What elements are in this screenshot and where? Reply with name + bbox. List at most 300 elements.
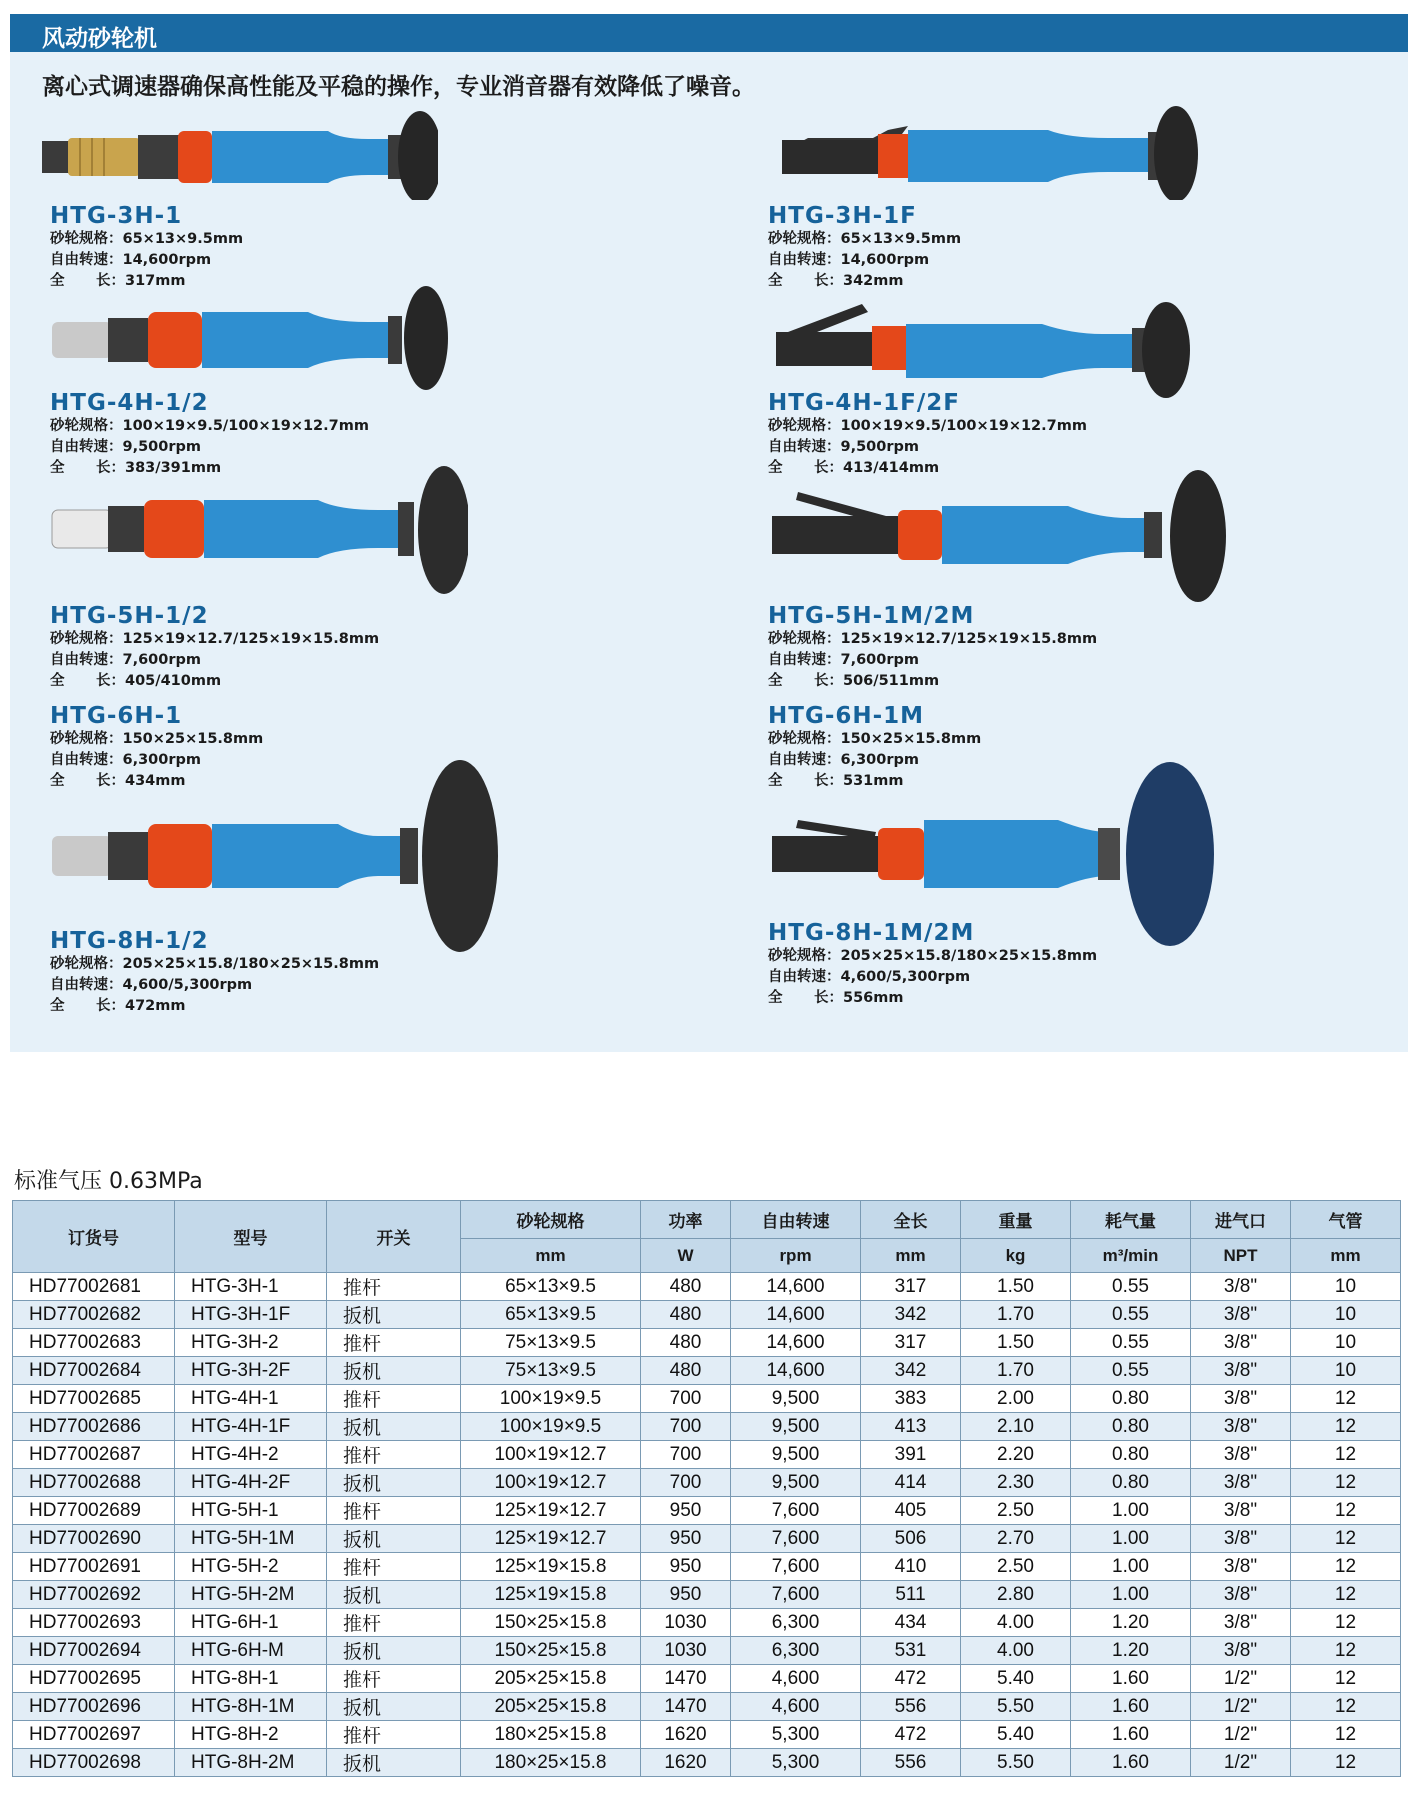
cell-air-inlet: 3/8" xyxy=(1191,1329,1291,1357)
header-air-inlet: 进气口 xyxy=(1191,1201,1291,1239)
wheel-value: 205×25×15.8/180×25×15.8mm xyxy=(122,956,380,972)
cell-hose: 12 xyxy=(1291,1553,1401,1581)
page-subtitle: 离心式调速器确保高性能及平稳的操作，专业消音器有效降低了噪音。 xyxy=(42,74,755,100)
wheel-label: 砂轮规格： xyxy=(50,956,123,972)
cell-speed: 9,500 xyxy=(731,1413,861,1441)
cell-length: 391 xyxy=(861,1441,961,1469)
cell-speed: 14,600 xyxy=(731,1273,861,1301)
cell-order-no: HD77002693 xyxy=(13,1609,175,1637)
cell-hose: 12 xyxy=(1291,1497,1401,1525)
tool-image-htg-4h-1-2 xyxy=(48,280,448,390)
unit-length: mm xyxy=(861,1239,961,1273)
cell-power: 1470 xyxy=(641,1693,731,1721)
length-label-b: 长： xyxy=(96,773,125,789)
cell-weight: 2.70 xyxy=(961,1525,1071,1553)
cell-speed: 9,500 xyxy=(731,1441,861,1469)
tool-image-htg-4h-1f-2f xyxy=(772,298,1192,398)
cell-switch: 推杆 xyxy=(327,1665,461,1693)
product-htg-8h-1-2 xyxy=(50,928,379,1017)
cell-air-consumption: 1.20 xyxy=(1071,1637,1191,1665)
cell-speed: 7,600 xyxy=(731,1553,861,1581)
speed-label: 自由转速： xyxy=(768,252,841,268)
cell-weight: 1.50 xyxy=(961,1329,1071,1357)
cell-air-consumption: 0.80 xyxy=(1071,1441,1191,1469)
length-label-a: 全 xyxy=(50,460,65,476)
unit-air-inlet: NPT xyxy=(1191,1239,1291,1273)
cell-order-no: HD77002696 xyxy=(13,1693,175,1721)
table-row xyxy=(13,1301,1401,1329)
product-name: HTG-4H-1/2 xyxy=(50,390,209,416)
product-htg-4h-1f-2f xyxy=(768,390,1087,479)
cell-air-consumption: 0.55 xyxy=(1071,1329,1191,1357)
length-label-a: 全 xyxy=(768,773,783,789)
cell-wheel: 180×25×15.8 xyxy=(461,1721,641,1749)
cell-air-inlet: 3/8" xyxy=(1191,1525,1291,1553)
cell-length: 317 xyxy=(861,1329,961,1357)
cell-length: 414 xyxy=(861,1469,961,1497)
speed-label: 自由转速： xyxy=(768,969,841,985)
cell-switch: 扳机 xyxy=(327,1301,461,1329)
cell-model: HTG-4H-2 xyxy=(175,1441,327,1469)
length-label-b: 长： xyxy=(814,273,843,289)
cell-air-consumption: 0.80 xyxy=(1071,1413,1191,1441)
cell-length: 410 xyxy=(861,1553,961,1581)
cell-speed: 14,600 xyxy=(731,1357,861,1385)
cell-wheel: 125×19×12.7 xyxy=(461,1497,641,1525)
cell-hose: 12 xyxy=(1291,1693,1401,1721)
product-htg-5h-1-2 xyxy=(50,603,379,692)
table-row xyxy=(13,1693,1401,1721)
cell-air-inlet: 3/8" xyxy=(1191,1553,1291,1581)
cell-power: 700 xyxy=(641,1413,731,1441)
cell-power: 480 xyxy=(641,1357,731,1385)
cell-power: 1620 xyxy=(641,1721,731,1749)
cell-switch: 推杆 xyxy=(327,1553,461,1581)
table-row xyxy=(13,1749,1401,1777)
product-htg-6h-1 xyxy=(50,703,263,792)
cell-model: HTG-5H-1M xyxy=(175,1525,327,1553)
cell-weight: 5.40 xyxy=(961,1665,1071,1693)
length-label-b: 长： xyxy=(96,998,125,1014)
cell-hose: 10 xyxy=(1291,1273,1401,1301)
cell-air-consumption: 1.60 xyxy=(1071,1749,1191,1777)
product-htg-3h-1f xyxy=(768,203,961,292)
cell-model: HTG-8H-2 xyxy=(175,1721,327,1749)
cell-air-consumption: 1.00 xyxy=(1071,1497,1191,1525)
cell-air-consumption: 0.80 xyxy=(1071,1469,1191,1497)
cell-length: 413 xyxy=(861,1413,961,1441)
cell-weight: 4.00 xyxy=(961,1637,1071,1665)
cell-power: 480 xyxy=(641,1329,731,1357)
speed-value: 6,300rpm xyxy=(122,752,202,768)
header-order-no: 订货号 xyxy=(13,1201,175,1273)
table-row xyxy=(13,1385,1401,1413)
cell-order-no: HD77002681 xyxy=(13,1273,175,1301)
cell-wheel: 100×19×9.5 xyxy=(461,1413,641,1441)
product-name: HTG-8H-1/2 xyxy=(50,928,209,954)
length-value: 506/511mm xyxy=(843,673,940,689)
cell-wheel: 100×19×9.5 xyxy=(461,1385,641,1413)
speed-label: 自由转速： xyxy=(768,439,841,455)
unit-wheel: mm xyxy=(461,1239,641,1273)
product-htg-6h-1m xyxy=(768,703,981,792)
table-row xyxy=(13,1721,1401,1749)
table-row xyxy=(13,1609,1401,1637)
cell-wheel: 205×25×15.8 xyxy=(461,1665,641,1693)
cell-air-consumption: 0.80 xyxy=(1071,1385,1191,1413)
cell-length: 342 xyxy=(861,1301,961,1329)
speed-label: 自由转速： xyxy=(50,439,123,455)
length-label-a: 全 xyxy=(768,273,783,289)
cell-air-inlet: 3/8" xyxy=(1191,1301,1291,1329)
length-value: 317mm xyxy=(125,273,186,289)
speed-label: 自由转速： xyxy=(50,252,123,268)
cell-hose: 12 xyxy=(1291,1525,1401,1553)
cell-speed: 7,600 xyxy=(731,1525,861,1553)
cell-wheel: 75×13×9.5 xyxy=(461,1357,641,1385)
length-label-a: 全 xyxy=(50,998,65,1014)
page-title: 风动砂轮机 xyxy=(42,26,157,52)
cell-power: 1030 xyxy=(641,1609,731,1637)
cell-weight: 4.00 xyxy=(961,1609,1071,1637)
cell-power: 950 xyxy=(641,1581,731,1609)
cell-order-no: HD77002686 xyxy=(13,1413,175,1441)
speed-value: 4,600/5,300rpm xyxy=(122,977,253,993)
tool-image-htg-5h-1-2 xyxy=(48,464,468,594)
cell-wheel: 75×13×9.5 xyxy=(461,1329,641,1357)
length-label-b: 长： xyxy=(814,460,843,476)
length-label-a: 全 xyxy=(50,773,65,789)
cell-air-consumption: 0.55 xyxy=(1071,1273,1191,1301)
tool-image-htg-3h-1f xyxy=(778,100,1198,200)
cell-switch: 扳机 xyxy=(327,1693,461,1721)
wheel-value: 125×19×12.7/125×19×15.8mm xyxy=(840,631,1098,647)
cell-air-inlet: 3/8" xyxy=(1191,1581,1291,1609)
wheel-value: 150×25×15.8mm xyxy=(840,731,982,747)
product-htg-5h-1m-2m xyxy=(768,603,1097,692)
wheel-value: 65×13×9.5mm xyxy=(840,231,962,247)
cell-model: HTG-5H-2 xyxy=(175,1553,327,1581)
cell-switch: 推杆 xyxy=(327,1329,461,1357)
cell-model: HTG-4H-1 xyxy=(175,1385,327,1413)
table-row xyxy=(13,1357,1401,1385)
cell-weight: 2.50 xyxy=(961,1553,1071,1581)
cell-model: HTG-8H-1 xyxy=(175,1665,327,1693)
cell-order-no: HD77002695 xyxy=(13,1665,175,1693)
cell-power: 950 xyxy=(641,1525,731,1553)
table-row xyxy=(13,1469,1401,1497)
product-name: HTG-4H-1F/2F xyxy=(768,390,960,416)
wheel-label: 砂轮规格： xyxy=(50,631,123,647)
header-bar xyxy=(10,14,1408,52)
cell-power: 1030 xyxy=(641,1637,731,1665)
cell-order-no: HD77002688 xyxy=(13,1469,175,1497)
length-label-b: 长： xyxy=(814,990,843,1006)
cell-hose: 12 xyxy=(1291,1609,1401,1637)
cell-air-inlet: 3/8" xyxy=(1191,1357,1291,1385)
cell-switch: 扳机 xyxy=(327,1413,461,1441)
wheel-label: 砂轮规格： xyxy=(50,731,123,747)
cell-air-consumption: 1.00 xyxy=(1071,1581,1191,1609)
header-length: 全长 xyxy=(861,1201,961,1239)
cell-speed: 4,600 xyxy=(731,1693,861,1721)
cell-speed: 9,500 xyxy=(731,1469,861,1497)
unit-power: W xyxy=(641,1239,731,1273)
cell-air-inlet: 3/8" xyxy=(1191,1441,1291,1469)
cell-wheel: 150×25×15.8 xyxy=(461,1609,641,1637)
table-row xyxy=(13,1497,1401,1525)
cell-order-no: HD77002689 xyxy=(13,1497,175,1525)
speed-label: 自由转速： xyxy=(50,977,123,993)
cell-weight: 2.80 xyxy=(961,1581,1071,1609)
cell-length: 405 xyxy=(861,1497,961,1525)
cell-air-inlet: 1/2" xyxy=(1191,1693,1291,1721)
cell-weight: 2.30 xyxy=(961,1469,1071,1497)
cell-air-inlet: 1/2" xyxy=(1191,1721,1291,1749)
cell-length: 556 xyxy=(861,1749,961,1777)
cell-wheel: 125×19×15.8 xyxy=(461,1581,641,1609)
cell-speed: 6,300 xyxy=(731,1609,861,1637)
header-switch: 开关 xyxy=(327,1201,461,1273)
cell-wheel: 65×13×9.5 xyxy=(461,1273,641,1301)
cell-model: HTG-6H-M xyxy=(175,1637,327,1665)
cell-air-inlet: 3/8" xyxy=(1191,1413,1291,1441)
cell-switch: 推杆 xyxy=(327,1721,461,1749)
cell-order-no: HD77002683 xyxy=(13,1329,175,1357)
pressure-label: 标准气压 0.63MPa xyxy=(14,1169,203,1194)
cell-weight: 5.40 xyxy=(961,1721,1071,1749)
cell-model: HTG-3H-2F xyxy=(175,1357,327,1385)
cell-hose: 12 xyxy=(1291,1721,1401,1749)
cell-air-consumption: 1.00 xyxy=(1071,1525,1191,1553)
cell-air-inlet: 3/8" xyxy=(1191,1609,1291,1637)
cell-order-no: HD77002691 xyxy=(13,1553,175,1581)
cell-air-consumption: 1.60 xyxy=(1071,1693,1191,1721)
cell-wheel: 150×25×15.8 xyxy=(461,1637,641,1665)
cell-weight: 2.50 xyxy=(961,1497,1071,1525)
cell-speed: 7,600 xyxy=(731,1497,861,1525)
unit-speed: rpm xyxy=(731,1239,861,1273)
cell-switch: 扳机 xyxy=(327,1525,461,1553)
speed-label: 自由转速： xyxy=(768,652,841,668)
cell-order-no: HD77002692 xyxy=(13,1581,175,1609)
length-value: 556mm xyxy=(843,990,904,1006)
product-htg-8h-1m-2m xyxy=(768,920,1097,1009)
cell-air-inlet: 1/2" xyxy=(1191,1749,1291,1777)
wheel-value: 205×25×15.8/180×25×15.8mm xyxy=(840,948,1098,964)
wheel-value: 150×25×15.8mm xyxy=(122,731,264,747)
cell-weight: 2.20 xyxy=(961,1441,1071,1469)
speed-value: 7,600rpm xyxy=(122,652,202,668)
cell-hose: 12 xyxy=(1291,1413,1401,1441)
cell-wheel: 125×19×12.7 xyxy=(461,1525,641,1553)
table-row xyxy=(13,1581,1401,1609)
length-value: 472mm xyxy=(125,998,186,1014)
cell-order-no: HD77002697 xyxy=(13,1721,175,1749)
wheel-label: 砂轮规格： xyxy=(768,231,841,247)
cell-length: 472 xyxy=(861,1665,961,1693)
table-row xyxy=(13,1665,1401,1693)
table-row xyxy=(13,1273,1401,1301)
speed-value: 14,600rpm xyxy=(840,252,930,268)
cell-switch: 推杆 xyxy=(327,1273,461,1301)
wheel-label: 砂轮规格： xyxy=(768,948,841,964)
cell-model: HTG-3H-2 xyxy=(175,1329,327,1357)
cell-switch: 推杆 xyxy=(327,1497,461,1525)
cell-speed: 7,600 xyxy=(731,1581,861,1609)
speed-value: 9,500rpm xyxy=(840,439,920,455)
cell-switch: 扳机 xyxy=(327,1749,461,1777)
length-label-a: 全 xyxy=(50,273,65,289)
spec-table xyxy=(12,1200,1401,1777)
speed-label: 自由转速： xyxy=(768,752,841,768)
cell-air-consumption: 0.55 xyxy=(1071,1301,1191,1329)
cell-wheel: 100×19×12.7 xyxy=(461,1441,641,1469)
product-htg-3h-1 xyxy=(50,203,243,292)
cell-weight: 1.70 xyxy=(961,1301,1071,1329)
cell-order-no: HD77002684 xyxy=(13,1357,175,1385)
speed-value: 9,500rpm xyxy=(122,439,202,455)
wheel-label: 砂轮规格： xyxy=(768,731,841,747)
table-row xyxy=(13,1441,1401,1469)
length-label-a: 全 xyxy=(768,460,783,476)
wheel-value: 65×13×9.5mm xyxy=(122,231,244,247)
cell-length: 556 xyxy=(861,1693,961,1721)
cell-power: 480 xyxy=(641,1273,731,1301)
cell-air-consumption: 1.00 xyxy=(1071,1553,1191,1581)
cell-air-inlet: 3/8" xyxy=(1191,1273,1291,1301)
cell-order-no: HD77002685 xyxy=(13,1385,175,1413)
header-air-consumption: 耗气量 xyxy=(1071,1201,1191,1239)
product-htg-4h-1-2 xyxy=(50,390,369,479)
cell-power: 700 xyxy=(641,1469,731,1497)
cell-weight: 1.50 xyxy=(961,1273,1071,1301)
cell-air-inlet: 3/8" xyxy=(1191,1637,1291,1665)
length-label-a: 全 xyxy=(50,673,65,689)
cell-air-consumption: 1.60 xyxy=(1071,1665,1191,1693)
cell-weight: 1.70 xyxy=(961,1357,1071,1385)
cell-model: HTG-5H-1 xyxy=(175,1497,327,1525)
cell-wheel: 100×19×12.7 xyxy=(461,1469,641,1497)
tool-image-htg-3h-1 xyxy=(38,105,438,200)
cell-power: 700 xyxy=(641,1441,731,1469)
cell-model: HTG-3H-1F xyxy=(175,1301,327,1329)
cell-wheel: 125×19×15.8 xyxy=(461,1553,641,1581)
header-wheel: 砂轮规格 xyxy=(461,1201,641,1239)
cell-weight: 2.00 xyxy=(961,1385,1071,1413)
speed-label: 自由转速： xyxy=(50,652,123,668)
unit-air-consumption: m³/min xyxy=(1071,1239,1191,1273)
table-row xyxy=(13,1329,1401,1357)
length-label-b: 长： xyxy=(814,673,843,689)
cell-model: HTG-8H-1M xyxy=(175,1693,327,1721)
cell-switch: 推杆 xyxy=(327,1441,461,1469)
length-label-b: 长： xyxy=(96,273,125,289)
product-name: HTG-3H-1F xyxy=(768,203,917,229)
cell-hose: 12 xyxy=(1291,1665,1401,1693)
length-value: 342mm xyxy=(843,273,904,289)
unit-weight: kg xyxy=(961,1239,1071,1273)
length-value: 531mm xyxy=(843,773,904,789)
cell-switch: 扳机 xyxy=(327,1357,461,1385)
cell-switch: 推杆 xyxy=(327,1609,461,1637)
cell-length: 342 xyxy=(861,1357,961,1385)
length-value: 434mm xyxy=(125,773,186,789)
cell-length: 506 xyxy=(861,1525,961,1553)
cell-speed: 5,300 xyxy=(731,1749,861,1777)
cell-wheel: 205×25×15.8 xyxy=(461,1693,641,1721)
table-row xyxy=(13,1413,1401,1441)
cell-power: 950 xyxy=(641,1497,731,1525)
cell-hose: 10 xyxy=(1291,1301,1401,1329)
cell-switch: 扳机 xyxy=(327,1637,461,1665)
speed-value: 4,600/5,300rpm xyxy=(840,969,971,985)
cell-length: 383 xyxy=(861,1385,961,1413)
cell-hose: 10 xyxy=(1291,1329,1401,1357)
table-row xyxy=(13,1525,1401,1553)
wheel-label: 砂轮规格： xyxy=(50,418,123,434)
cell-air-consumption: 0.55 xyxy=(1071,1357,1191,1385)
cell-order-no: HD77002682 xyxy=(13,1301,175,1329)
wheel-label: 砂轮规格： xyxy=(50,231,123,247)
cell-switch: 扳机 xyxy=(327,1581,461,1609)
length-value: 413/414mm xyxy=(843,460,940,476)
cell-speed: 9,500 xyxy=(731,1385,861,1413)
cell-model: HTG-5H-2M xyxy=(175,1581,327,1609)
cell-length: 511 xyxy=(861,1581,961,1609)
cell-model: HTG-6H-1 xyxy=(175,1609,327,1637)
header-power: 功率 xyxy=(641,1201,731,1239)
cell-model: HTG-4H-2F xyxy=(175,1469,327,1497)
cell-switch: 推杆 xyxy=(327,1385,461,1413)
cell-speed: 14,600 xyxy=(731,1329,861,1357)
length-label-a: 全 xyxy=(768,990,783,1006)
cell-order-no: HD77002690 xyxy=(13,1525,175,1553)
cell-power: 1470 xyxy=(641,1665,731,1693)
cell-hose: 12 xyxy=(1291,1749,1401,1777)
table-row xyxy=(13,1553,1401,1581)
cell-speed: 6,300 xyxy=(731,1637,861,1665)
cell-order-no: HD77002694 xyxy=(13,1637,175,1665)
product-name: HTG-8H-1M/2M xyxy=(768,920,975,946)
header-hose: 气管 xyxy=(1291,1201,1401,1239)
cell-switch: 扳机 xyxy=(327,1469,461,1497)
length-label-b: 长： xyxy=(814,773,843,789)
speed-value: 7,600rpm xyxy=(840,652,920,668)
cell-hose: 10 xyxy=(1291,1357,1401,1385)
cell-hose: 12 xyxy=(1291,1441,1401,1469)
cell-length: 434 xyxy=(861,1609,961,1637)
wheel-value: 100×19×9.5/100×19×12.7mm xyxy=(122,418,369,434)
cell-air-inlet: 3/8" xyxy=(1191,1469,1291,1497)
cell-air-consumption: 1.20 xyxy=(1071,1609,1191,1637)
cell-wheel: 180×25×15.8 xyxy=(461,1749,641,1777)
cell-hose: 12 xyxy=(1291,1469,1401,1497)
product-name: HTG-5H-1M/2M xyxy=(768,603,975,629)
cell-power: 950 xyxy=(641,1553,731,1581)
product-name: HTG-6H-1M xyxy=(768,703,925,729)
cell-order-no: HD77002698 xyxy=(13,1749,175,1777)
cell-air-inlet: 1/2" xyxy=(1191,1665,1291,1693)
cell-length: 317 xyxy=(861,1273,961,1301)
cell-air-inlet: 3/8" xyxy=(1191,1385,1291,1413)
cell-speed: 4,600 xyxy=(731,1665,861,1693)
cell-power: 1620 xyxy=(641,1749,731,1777)
speed-label: 自由转速： xyxy=(50,752,123,768)
wheel-value: 100×19×9.5/100×19×12.7mm xyxy=(840,418,1087,434)
length-value: 383/391mm xyxy=(125,460,222,476)
cell-air-consumption: 1.60 xyxy=(1071,1721,1191,1749)
